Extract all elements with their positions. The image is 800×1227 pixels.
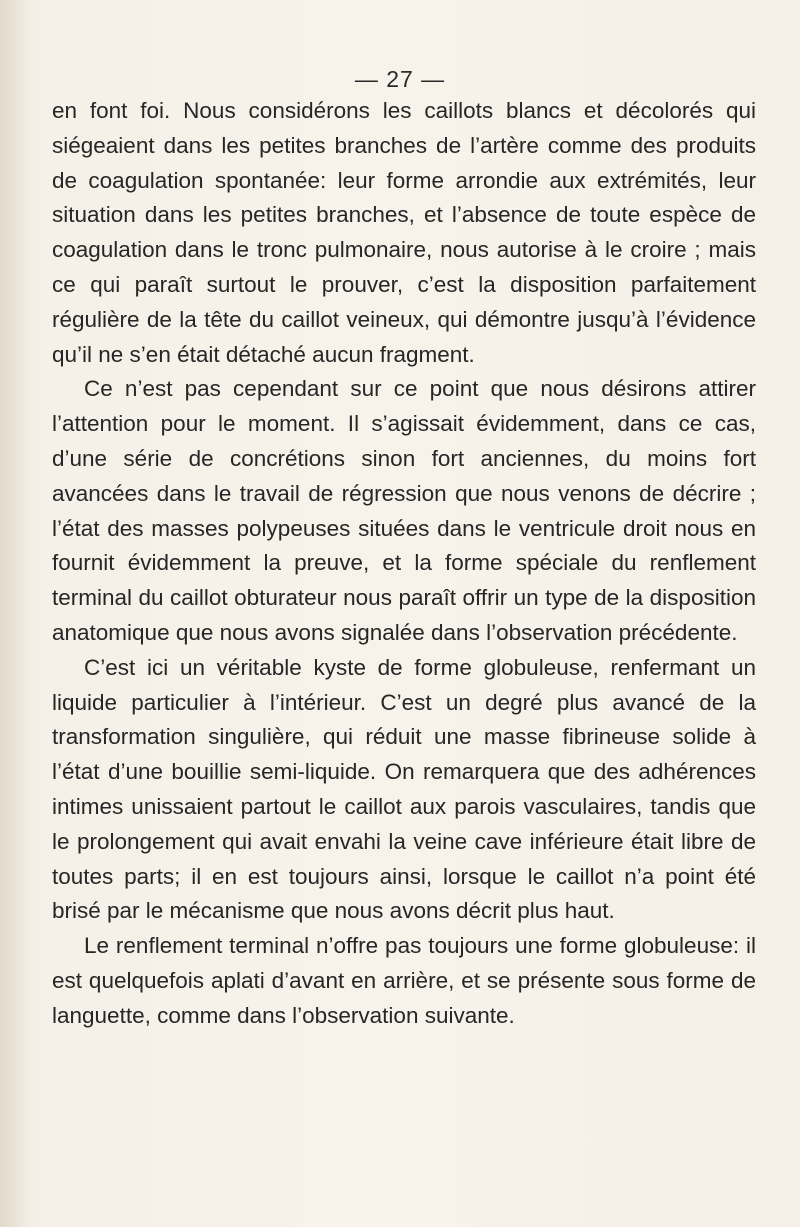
paragraph-2: Ce n’est pas cependant sur ce point que nous désirons attirer l’attention pour le moment. Il s’agissait évidemment, dans ce cas, d’une série de concrétions sinon fort anciennes, du moins fort avancées dans le travail de régression que nous venons de décrire ; l’état des masses polypeuses situées dans le ventricule droit nous en fournit évidemment la preuve, et la forme spéciale du renflement terminal du caillot obturateur nous paraît offrir un type de la disposition anatomique que nous avons signalée dans l’observation précédente. xyxy=(52,376,756,645)
body-text xyxy=(52,94,756,1034)
page-edge-shadow xyxy=(0,0,30,1227)
paragraph-1: en font foi. Nous considérons les caillots blancs et décolorés qui siégeaient dans les petites branches de l’artère comme des produits de coagulation spontanée: leur forme arrondie aux extrémités, leur situation dans les petites branches, et l’absence de toute espèce de coagulation dans le tronc pulmonaire, nous autorise à le croire ; mais ce qui paraît surtout le prouver, c’est la disposition parfaitement régulière de la tête du caillot veineux, qui démontre jusqu’à l’évidence qu’il ne s’en était détaché aucun fragment. xyxy=(52,98,756,367)
paragraph-3: C’est ici un véritable kyste de forme globuleuse, renfermant un liquide particulier à l’intérieur. C’est un degré plus avancé de la transformation singulière, qui réduit une masse fibrineuse solide à l’état d’une bouillie semi-liquide. On remarquera que des adhérences intimes unissaient partout le caillot aux parois vasculaires, tandis que le prolongement qui avait envahi la veine cave inférieure était libre de toutes parts; il en est toujours ainsi, lorsque le caillot n’a point été brisé par le mécanisme que nous avons décrit plus haut. xyxy=(52,654,756,924)
page-number: — 27 — xyxy=(354,66,446,92)
paragraph-4: Le renflement terminal n’offre pas toujours une forme globuleuse: il est quelquefois aplati d’avant en arrière, et se présente sous forme de languette, comme dans l’observation suivante. xyxy=(52,933,756,1028)
